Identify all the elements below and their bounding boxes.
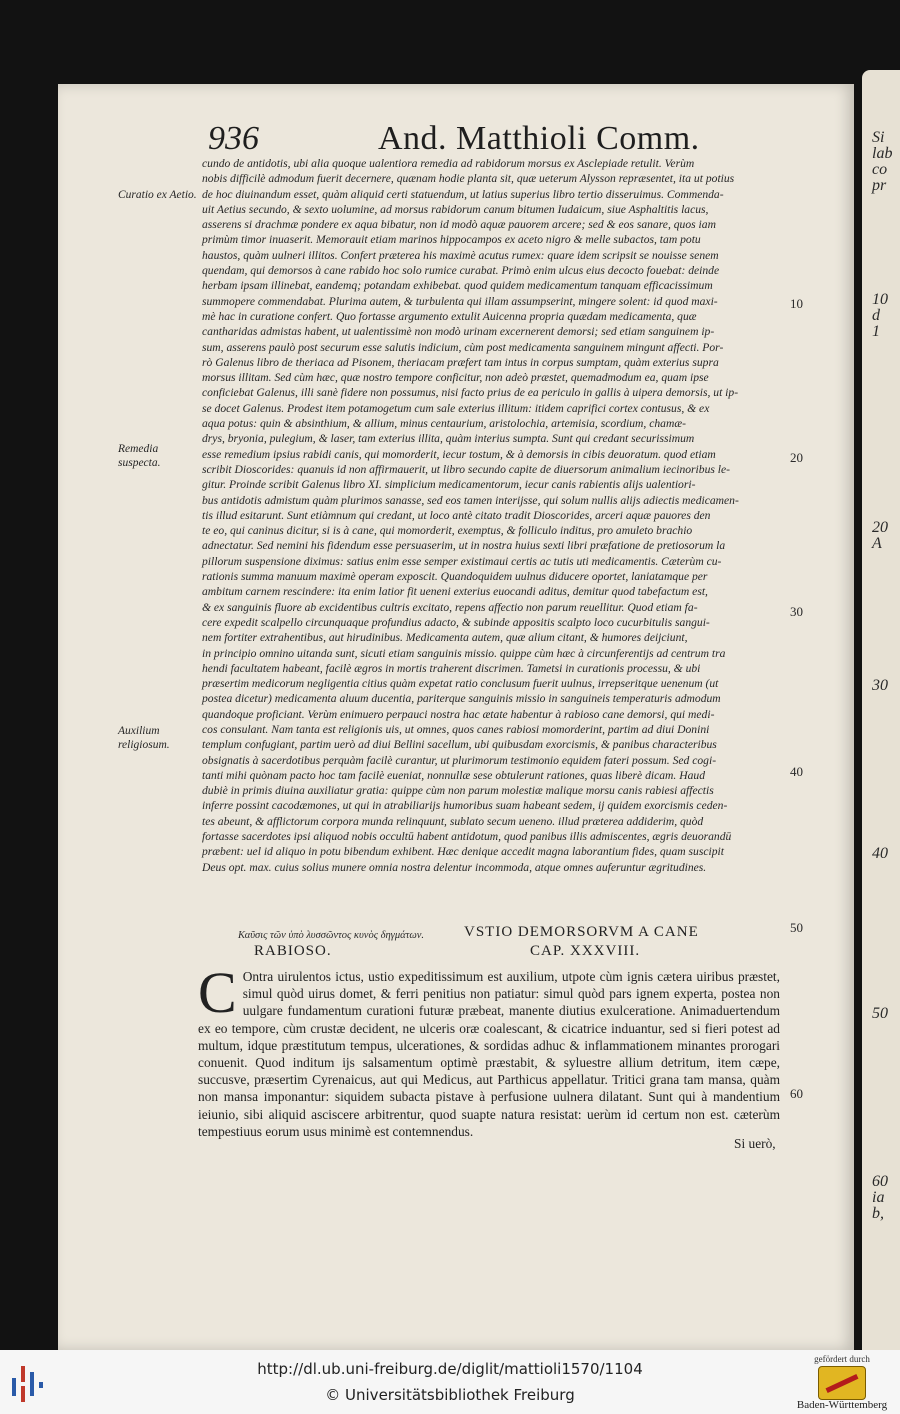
greek-title: Καῦσις τῶν ὑπὸ λυσσῶντος κυνὸς δηγμάτων. — [238, 930, 425, 941]
text-line: de hoc diuinandum esset, quàm aliquid certi statuendum, ut latius superius libro tertio disseruimus. Commenda- — [202, 187, 724, 201]
text-line: cantharidas admistas habent, ut ualentissimè non modò urinam excernerent demorsi; sed etiam sanguinem ip- — [202, 325, 715, 339]
permalink[interactable]: http://dl.ub.uni-freiburg.de/diglit/mattioli1570/1104 — [257, 1360, 643, 1378]
copyright-notice: © Universitätsbibliothek Freiburg — [325, 1386, 575, 1404]
text-line: nobis difficilè admodum fuerit decernere, quænam hodie planta sit, quæ ueterum Alysson repræsentet, ita ut potius — [202, 172, 735, 186]
line-number: 30 — [790, 604, 803, 619]
sponsor-label: gefördert durch — [814, 1354, 870, 1364]
text-line: tanti mihi quònam pacto hoc tam facilè eueniat, nonnullæ sese obtulerunt rationes, quas liberè dicam. Haud — [202, 768, 705, 782]
text-line: cundo de antidotis, ubi alia quoque ualentiora remedia ad rabidorum morsus ex Asclepiade retulit. Verùm — [202, 157, 695, 170]
text-line: rò Galenus libro de theriaca ad Pisonem, theriacam præfert tam intus in corpus sumptam, quàm exterius supra — [202, 355, 719, 369]
text-line: haustos, quàm uulneri illitos. Confert præterea his maximè acutus rumex: quare idem scripsit se nouisse senem — [202, 248, 719, 262]
text-line: herbam ipsam illinebat, eandemq; potandam exhibebat. quod quidem medicamentum tanquam efficacissimum — [202, 279, 713, 293]
book-page — [58, 84, 854, 1350]
text-line: se docet Galenus. Prodest item potamogetum cum sale exterius illitum: itidem caprifici cortex contusus, & ex — [202, 401, 710, 415]
text-line: esse remedium ipsius rabidi canis, qui momorderit, iecur tostum, & à demorsis in cibis deuoratum. quod etiam — [202, 447, 716, 461]
catchword: Si uerò, — [734, 1136, 776, 1151]
viewer-footer — [0, 1350, 900, 1414]
text-line: dubiè in primis diuina auxiliatur gratia: quippe cùm non parum molestiæ malique morsu canis rabiesi affectis — [202, 784, 714, 798]
text-line: aqua potus: quin & absinthium, & allium, minus centaurium, aristolochia, artemisia, scordium, chamæ- — [202, 417, 686, 431]
chapter-title: VSTIO DEMORSORVM A CANE — [464, 924, 699, 940]
commentary-body — [202, 156, 786, 875]
text-line: & ex sanguinis fluore ab excidentibus cultris excitato, repens affectio non parum reuellitur. Quod etiam fa- — [202, 600, 698, 614]
text-line: hendi facultatem habeant, facilè ægros in mortis traherent discrimen. Tametsi in curationis processu, & ubi — [202, 661, 701, 675]
text-line: sum, asserens paulò post securum esse salutis indicium, cùm post medicamenta sanguinem mingunt affecti. Por- — [202, 340, 724, 354]
line-number: 10 — [790, 296, 803, 311]
text-line: scribit Dioscorides: quanuis id non affirmauerit, ut libro secundo capite de diuersorum animalium iecinoribus le- — [202, 462, 731, 476]
line-number: 50 — [790, 920, 803, 935]
chapter-text — [198, 960, 780, 1140]
text-line: cere expedit scalpello circunquaque profundius adacto, & subinde appositis scalpto loco cucurbitulis sangui- — [202, 615, 710, 629]
facing-line-number: 60 ia b, — [872, 1173, 888, 1222]
text-line: ambitum carnem rescindere: ita enim latior fit ueneni exterius euocandi aditus, demitur quod tabefactum est, — [202, 585, 708, 599]
facing-line-number: 30 — [872, 677, 888, 694]
text-line: inferre possint cacodæmones, ut qui in atrabiliarijs humoribus suam habeant sedem, ij quidem exorcismis ceden- — [202, 799, 728, 813]
margin-note: Remedia suspecta. — [118, 443, 161, 469]
text-line: mè hac in curatione confert. Quo fortasse argumento extulit Auicenna propria quædam medicamenta, quæ — [202, 309, 697, 323]
chapter-title-continued: RABIOSO. — [254, 943, 332, 959]
text-line: gitur. Proinde scribit Galenus libro XI. simplicium medicamentorum, iecur canis rabientis alijs ualentiori- — [202, 478, 696, 492]
line-number: 40 — [790, 764, 803, 779]
text-line: in principio omnino uitanda sunt, sicuti etiam sanguinis missio. quippe cùm hæc à circunferentijs ad centrum tra — [202, 646, 726, 660]
facing-line-number: 50 — [872, 1005, 888, 1022]
text-line: conficiebat Galenus, illi sanè fidere non possumus, nisi facto prius de ea periculo in gallis à uipera demorsis, ut ip- — [202, 386, 739, 400]
state-crest-icon — [818, 1366, 866, 1400]
text-line: templum confugiant, partim uerò ad diui Bellini sacellum, ubi quibusdam exorcismis, & panibus characteribus — [202, 738, 717, 752]
text-line: obsignatis à sacerdotibus perquàm facilè curantur, ut plurimorum testimonio equidem fateri possum. Sed cogi- — [202, 753, 717, 767]
text-line: tis illud esitarunt. Sunt etiàmnum qui credant, ut loco antè citato tradit Dioscorides, arceri aquæ pauores den — [202, 508, 711, 522]
text-line: primùm timor inuaserit. Memorauit etiam marinos hippocampos ex aceto nigro & melle subactos, tam potu — [202, 233, 701, 247]
running-title: And. Matthioli Comm. — [378, 120, 700, 157]
text-line: fortasse sacerdotes ipsi aliquod nobis occultū habent antidotum, quod panibus illis admiscentes, ægris deuorandū — [202, 830, 732, 844]
text-line: morsus illitam. Sed cùm hæc, quæ nostro tempore conficitur, non adeò præstet, quemadmodum ea, quam ipse — [202, 371, 709, 385]
facing-line-number: 10 d 1 — [872, 291, 888, 340]
text-line: quendam, qui demorsos à cane rabido hoc solo rumice curabat. Primò enim ulcus eius decocto fouebat: deinde — [202, 264, 720, 278]
text-line: præsertim medicorum negligentia citius quàm expetat ratio conclusum fuerit uulnus, irrepseritque uenenum (ut — [202, 677, 719, 691]
text-line: te eo, qui caninus dicitur, si is à cane, qui momorderit, exemptus, & folliculo inditus, pro amuleto brachio — [202, 524, 693, 538]
text-line: tes abeunt, & afflictorum corpora munda relinquunt, sublato secum ueneno. illud præterea addiderim, quòd — [202, 814, 704, 828]
text-line: rationis summa manuum maximè operam exposcit. Quandoquidem uulnus diducere oportet, laniatamque per — [202, 570, 708, 584]
text-line: quandoque proficiant. Verùm enimuero perpauci nostra hac ætate habentur à rabioso cane demorsi, qui medi- — [202, 707, 715, 721]
chapter-paragraph: Ontra uirulentos ictus, ustio expeditissimum est auxilium, utpote cùm ignis cætera uiribus præstet, simul quòd uirus domet, & ferri penitius non patiatur: simul quòd pars ignem experta, postea non uulgare fundamentum curationi futuræ præbeat, manente diutius exulceratione. Animaduertendum ex eo tempore, cùm crustæ decident, ne ulceris oræ coalescant, & cicatrice induantur, sed si fieri potest ad multum, idque præstitutum tempus, ulcerationes, & sordidas adhuc & inflammationem minantes prorogari conuenit. Quod inditum ijs salsamentum optimè præstabit, & syluestre allium detritum, item cæpe, succusve, præsertim Cyrenaicus, aut qui Medicus, aut Parthicus appellatur. Tritici grana tam mansa, quàm non mansa imponantur: siquidem subacta pistave à perfusione uulnera dilatant. Sunt qui à mandentium ieiunio, sibi aliquid asciscere arbitrentur, quod suapte natura resistat: uerùm id certum non est. cæterùm tempestiuus eorum usus minimè est contemnendus. — [198, 969, 780, 1139]
sponsor-name: Baden-Württemberg — [796, 1399, 888, 1411]
text-line: postea dicetur) medicamenta aluum ducentia, pariterque sanguinis missio in sanguineis temperaturis admodum — [202, 692, 721, 706]
text-line: Deus opt. max. cuius solius munere omnia nostra delentur incommoda, atque omnes auferuntur ægritudines. — [202, 860, 707, 874]
text-line: adnectatur. Sed nemini his fidendum esse persuaserim, ut in nostra huius sexti libri præfatione de pretiosorum la — [202, 539, 726, 553]
facing-page-edge — [862, 70, 900, 1350]
drop-capital: C — [198, 960, 237, 1025]
facing-page-fragment: Si lab co pr — [872, 129, 893, 194]
page-number: 936 — [208, 120, 259, 157]
margin-note: Auxilium religiosum. — [118, 725, 170, 751]
facing-line-number: 40 — [872, 845, 888, 862]
text-line: præbent: uel id aliquo in potu bibendum exhibent. Hæc denique accedit magna laborantium fides, quam suscipit — [202, 845, 724, 859]
line-number: 60 — [790, 1086, 803, 1101]
text-line: cos consulant. Nam tanta est religionis uis, ut omnes, quos canes rabiosi momorderint, partim ad diui Donini — [202, 722, 710, 736]
text-line: drys, bryonia, pulegium, & laser, tam exterius illita, quàm interius sumpta. Sunt qui credant securissimum — [202, 432, 695, 446]
line-number: 20 — [790, 450, 803, 465]
facing-line-number: 20 A — [872, 519, 888, 552]
text-line: pillorum suspensione diximus: satius enim esse semper existimaui certis ac tutis uti medicamentis. Cæterùm cu- — [202, 554, 722, 568]
text-line: asserens si drachmæ pondere ex aqua bibatur, non id modò aquæ pauorem arcere; sed & eos sanare, quos iam — [202, 218, 716, 232]
chapter-number: CAP. XXXVIII. — [530, 943, 641, 959]
text-line: nem fortiter extrahentibus, aut hirudinibus. Medicamenta autem, quæ alium citant, & humores deijciunt, — [202, 631, 688, 645]
text-line: uit Aetius secundo, & sexto uolumine, ad morsus rabidorum canum bitumen Iudaicum, siue Asphaltitis lacus, — [202, 202, 709, 216]
margin-note: Curatio ex Aetio. — [118, 189, 197, 201]
text-line: bus antidotis admistum quàm plurimos sanasse, sed eos tamen interijsse, qui solum nullis alijs adiectis medicamen- — [202, 493, 739, 507]
text-line: summopere commendabat. Plurima autem, & turbulenta qui illam assumpserint, mingere solent: id quod maxi- — [202, 294, 718, 308]
